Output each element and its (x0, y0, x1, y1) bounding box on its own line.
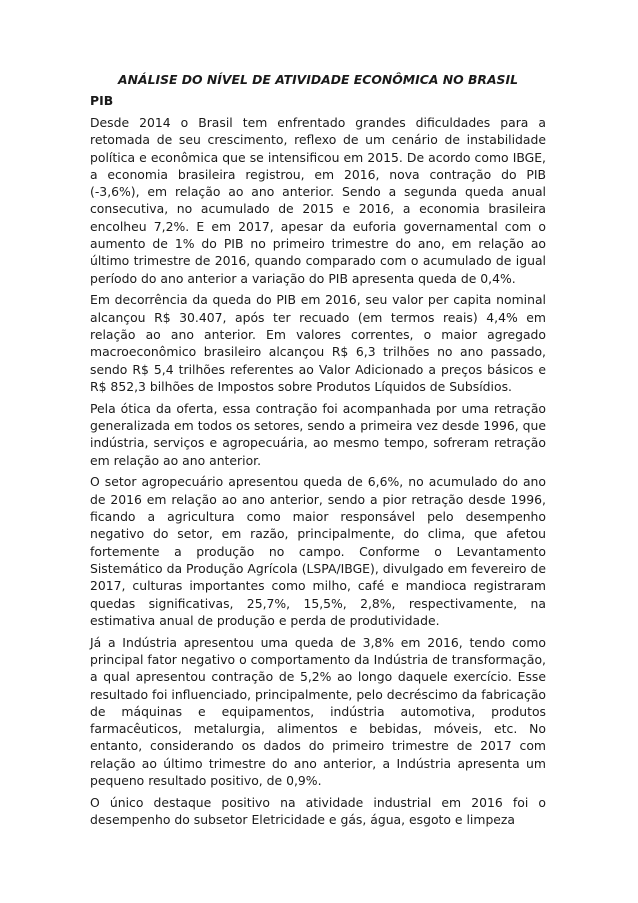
section-heading-pib: PIB (90, 93, 114, 108)
paragraph-electricity: O único destaque positivo na atividade industrial em 2016 foi o desempenho do subsetor Eletricidade e gás, água, esgoto e limpeza (90, 794, 546, 828)
paragraph-per-capita: Em decorrência da queda do PIB em 2016, seu valor per capita nominal alcançou R$ 30.407, após ter recuado (em termos reais) 4,4% em relação ao ano anterior. Em valores correntes, o maior agregado macroeconômico brasileiro alcançou R$ 6,3 trilhões no ano passado, sendo R$ 5,4 trilhões referentes ao Valor Adicionado a preços básicos e R$ 852,3 bilhões de Impostos sobre Produtos Líquidos de Subsídios. (90, 292, 546, 394)
paragraph-intro: Desde 2014 o Brasil tem enfrentado grandes dificuldades para a retomada de seu crescimento, reflexo de um cenário de instabilidade política e econômica que se intensificou em 2015. De acordo como IBGE, a economia brasileira registrou, em 2016, nova contração do PIB (-3,6%), em relação ao ano anterior. Sendo a segunda queda anual consecutiva, no acumulado de 2015 e 2016, a economia brasileira encolheu 7,2%. E em 2017, apesar da euforia governamental com o aumento de 1% do PIB no primeiro trimestre do ano, em relação ao último trimestre de 2016, quando comparado com o acumulado de igual período do ano anterior a variação do PIB apresenta queda de 0,4%. (90, 115, 546, 286)
document-page (90, 68, 546, 833)
document-title: ANÁLISE DO NÍVEL DE ATIVIDADE ECONÔMICA NO BRASIL (118, 72, 518, 87)
paragraph-supply: Pela ótica da oferta, essa contração foi acompanhada por uma retração generalizada em todos os setores, sendo a primeira vez desde 1996, que indústria, serviços e agropecuária, ao mesmo tempo, sofreram retração em relação ao ano anterior. (90, 400, 546, 468)
paragraph-agriculture: O setor agropecuário apresentou queda de 6,6%, no acumulado do ano de 2016 em relação ao ano anterior, sendo a pior retração desde 1996, ficando a agricultura como maior responsável pelo desempenho negativo do setor, em razão, principalmente, do clima, que afetou fortemente a produção no campo. Conforme o Levantamento Sistemático da Produção Agrícola (LSPA/IBGE), divulgado em fevereiro de 2017, culturas importantes como milho, café e mandioca registraram quedas significativas, 25,7%, 15,5%, 2,8%, respectivamente, na estimativa anual de produção e perda de produtividade. (90, 474, 546, 628)
paragraph-industry: Já a Indústria apresentou uma queda de 3,8% em 2016, tendo como principal fator negativo o comportamento da Indústria de transformação, a qual apresentou contração de 5,2% ao longo daquele exercício. Esse resultado foi influenciado, principalmente, pelo decréscimo da fabricação de máquinas e equipamentos, indústria automotiva, produtos farmacêuticos, metalurgia, alimentos e bebidas, móveis, etc. No entanto, considerando os dados do primeiro trimestre de 2017 com relação ao último trimestre do ano anterior, a Indústria apresenta um pequeno resultado positivo, de 0,9%. (90, 634, 546, 788)
